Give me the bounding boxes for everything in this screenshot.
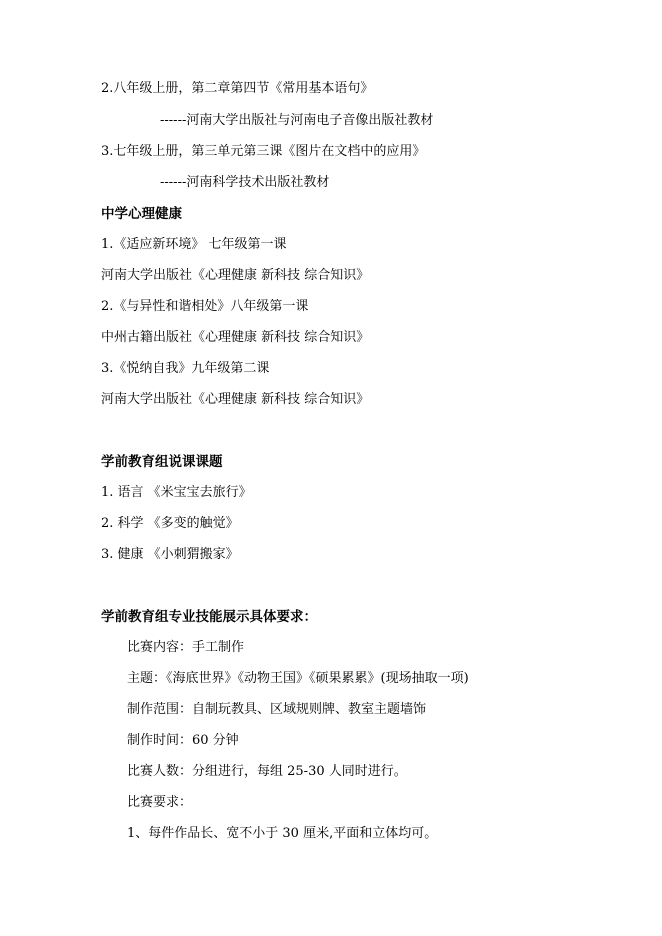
text-line: 中州古籍出版社《心理健康 新科技 综合知识》: [101, 330, 370, 345]
text-line: 1.《适应新环境》 七年级第一课: [101, 237, 287, 252]
text-line: ------河南科学技术出版社教材: [160, 175, 330, 190]
text-line: 3. 健康 《小刺猬搬家》: [101, 547, 239, 562]
text-line: 比赛人数：分组进行，每组 25-30 人同时进行。: [127, 764, 407, 779]
text-line: 主题：《海底世界》《动物王国》《硕果累累》(现场抽取一项): [127, 671, 469, 686]
text-line: 河南大学出版社《心理健康 新科技 综合知识》: [101, 392, 370, 407]
text-line: 比赛要求：: [127, 795, 193, 810]
section-heading: 学前教育组专业技能展示具体要求：: [101, 609, 317, 625]
section-heading: 中学心理健康: [101, 206, 182, 222]
text-line: 2.《与异性和谐相处》八年级第一课: [101, 299, 309, 314]
text-line: 2. 科学 《多变的触觉》: [101, 516, 239, 531]
text-line: 1、每件作品长、宽不小于 30 厘米,平面和立体均可。: [127, 826, 438, 841]
text-line: 制作范围：自制玩教具、区域规则牌、教室主题墙饰: [127, 702, 427, 717]
text-line: ------河南大学出版社与河南电子音像出版社教材: [160, 113, 434, 128]
text-line: 1. 语言 《米宝宝去旅行》: [101, 485, 252, 500]
text-line: 比赛内容：手工制作: [127, 640, 245, 655]
section-heading: 学前教育组说课课题: [101, 454, 223, 470]
text-line: 制作时间：60 分钟: [127, 733, 239, 748]
text-line: 3.七年级上册，第三单元第三课《图片在文档中的应用》: [101, 144, 426, 159]
text-line: 河南大学出版社《心理健康 新科技 综合知识》: [101, 268, 370, 283]
text-line: 2.八年级上册，第二章第四节《常用基本语句》: [101, 81, 374, 96]
text-line: 3.《悦纳自我》九年级第二课: [101, 361, 270, 376]
